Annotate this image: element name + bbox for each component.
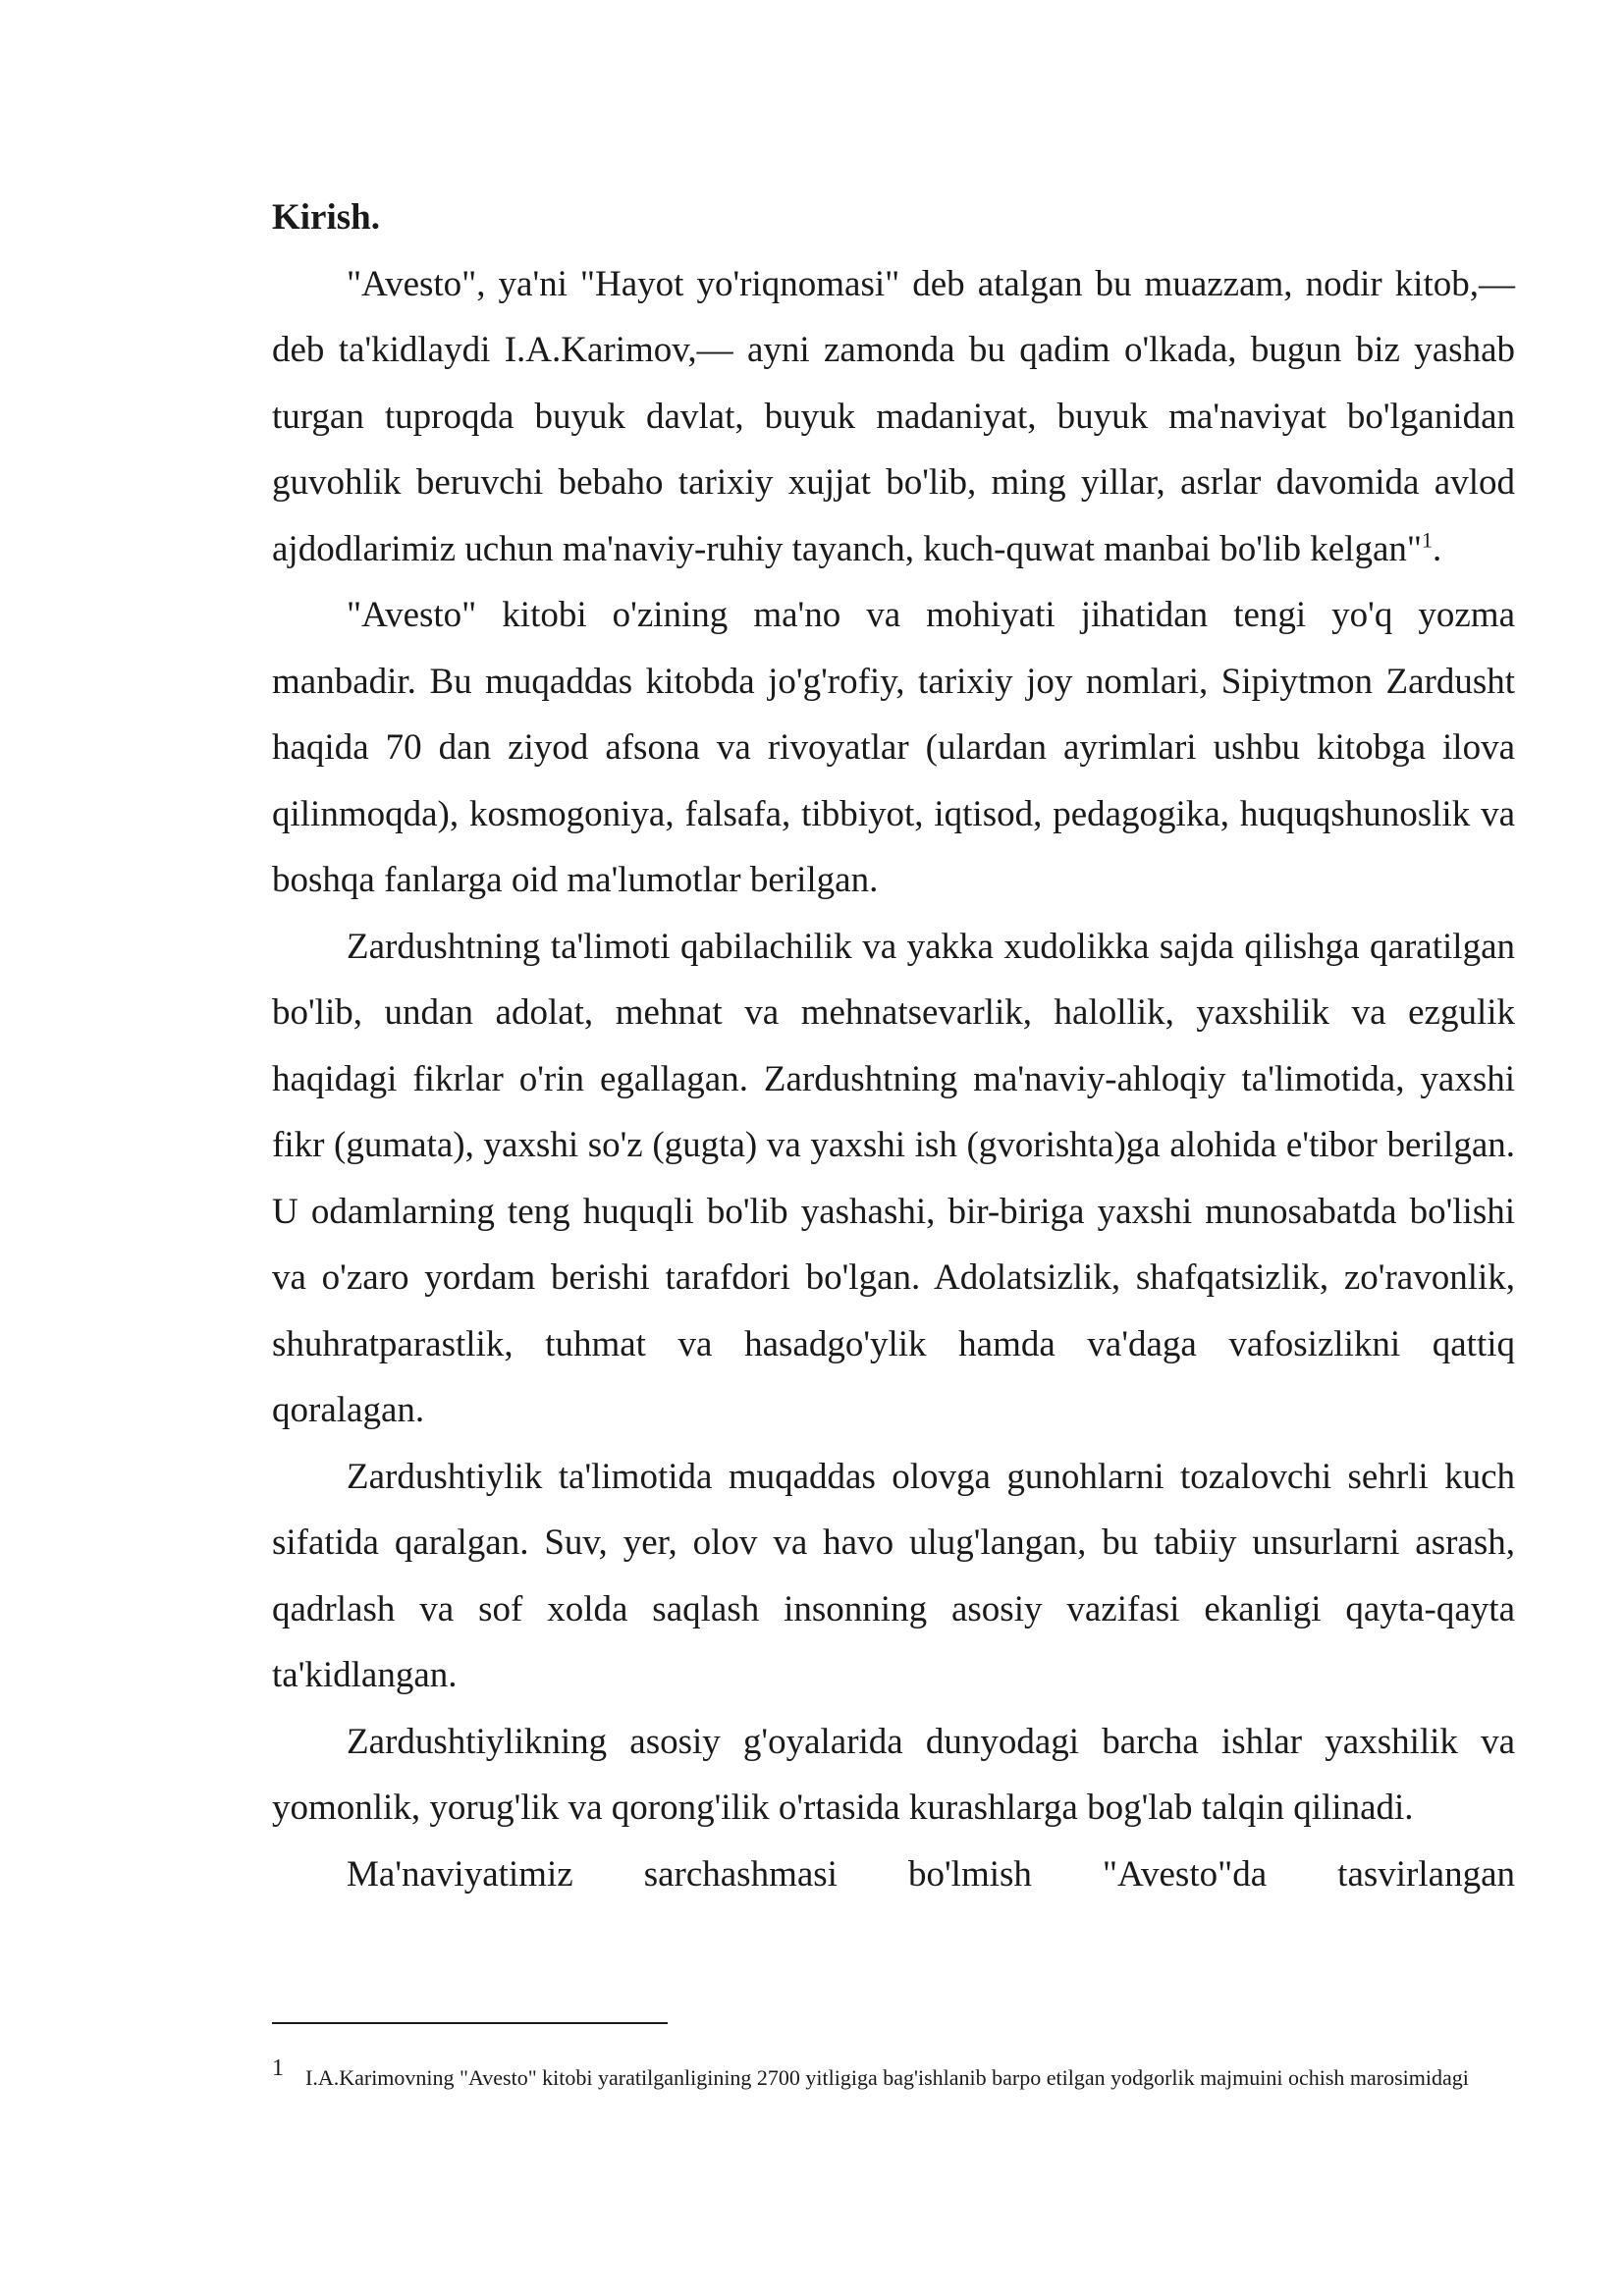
- footnote: [272, 2056, 1539, 2092]
- paragraph-1-end: .: [1432, 528, 1442, 569]
- footnote-reference[interactable]: 1: [1421, 527, 1433, 553]
- paragraph-6: Ma'naviyatimiz sarchashmasi bo'lmish "Avesto"da tasvirlangan: [347, 1853, 1515, 1895]
- paragraph-5: Zardushtiylikning asosiy g'oyalarida dunyodagi barcha ishlar yaxshilik va yomonlik, yorug'lik va qorong'ilik o'rtasida kurashlarga bog'lab talqin qilinadi.: [272, 1721, 1515, 1828]
- paragraph-4: Zardushtiylik ta'limotida muqaddas olovga gunohlarni tozalovchi sehrli kuch sifatida qaralgan. Suv, yer, olov va havo ulug'langan, bu tabiiy unsurlarni asrash, qadrlash va sof xolda saqlash insonning asosiy vazifasi ekanligi qayta-qayta ta'kidlangan.: [272, 1456, 1515, 1695]
- footnote-divider: [272, 2022, 668, 2024]
- paragraph-1: [272, 251, 1515, 583]
- paragraph-1-text: "Avesto", ya'ni "Hayot yo'riqnomasi" deb atalgan bu muazzam, nodir kitob,— deb ta'kidlaydi I.A.Karimov,— ayni zamonda bu qadim o'lkada, bugun biz yashab turgan tuproqda buyuk davlat, buyuk madaniyat, buyuk ma'naviyat bo'lganidan guvohlik beruvchi bebaho tarixiy xujjat bo'lib, ming yillar, asrlar davomida avlod ajdodlarimiz uchun ma'naviy-ruhiy tayanch, kuch-quwat manbai bo'lib kelgan": [272, 263, 1515, 569]
- paragraph-3: Zardushtning ta'limoti qabilachilik va yakka xudolikka sajda qilishga qaratilgan bo'lib, undan adolat, mehnat va mehnatsevarlik, halollik, yaxshilik va ezgulik haqidagi fikrlar o'rin egallagan. Zardushtning ma'naviy-ahloqiy ta'limotida, yaxshi fikr (gumata), yaxshi so'z (gugta) va yaxshi ish (gvorishta)ga alohida e'tibor berilgan. U odamlarning teng huquqli bo'lib yashashi, bir-biriga yaxshi munosabatda bo'lishi va o'zaro yordam berishi tarafdori bo'lgan. Adolatsizlik, shafqatsizlik, zo'ravonlik, shuhratparastlik, tuhmat va hasadgo'ylik hamda va'daga vafosizlikni qattiq qoralagan.: [272, 926, 1515, 1430]
- footnote-text: I.A.Karimovning "Avesto" kitobi yaratilganligining 2700 yitligiga bag'ishlanib barpo etilgan yodgorlik majmuini ochish marosimidagi: [305, 2065, 1469, 2090]
- paragraph-2: "Avesto" kitobi o'zining ma'no va mohiyati jihatidan tengi yo'q yozma manbadir. Bu muqaddas kitobda jo'g'rofiy, tarixiy joy nomlari, Sipiytmon Zardusht haqida 70 dan ziyod afsona va rivoyatlar (ulardan ayrimlari ushbu kitobga ilova qilinmoqda), kosmogoniya, falsafa, tibbiyot, iqtisod, pedagogika, huquqshunoslik va boshqa fanlarga oid ma'lumotlar berilgan.: [272, 595, 1515, 900]
- section-heading: Kirish.: [272, 197, 380, 238]
- footnote-number: 1: [272, 2056, 284, 2081]
- page-body: [272, 185, 1515, 1907]
